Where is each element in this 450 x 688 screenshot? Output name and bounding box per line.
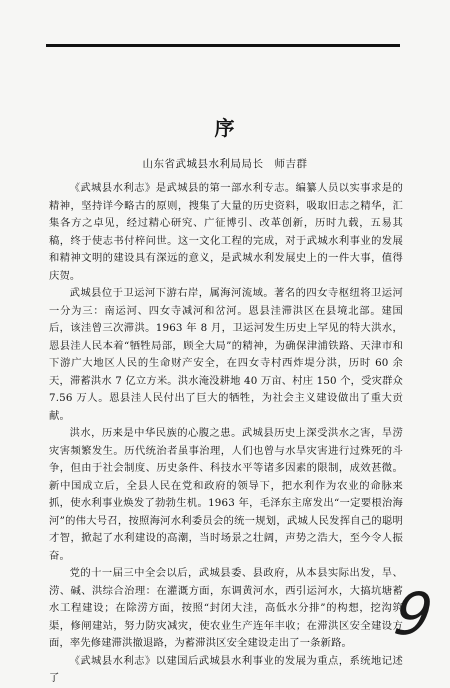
paragraph: 洪水，历来是中华民族的心腹之患。武城县历史上深受洪水之害，旱涝灾害频繁发生。历代统治者虽事治理，人们也曾与水旱灾害进行过殊死的斗争，但由于社会制度、历史条件、科技水平等诸多因素的限制，成效甚微。新中国成立后，全县人民在党和政府的领导下，把水利作为农业的命脉来抓，使水利事业焕发了勃勃生机。1963 年，毛泽东主席发出“一定要根治海河”的伟大号召，按照海河水利委员会的统一规划，武城人民发挥自己的聪明才智，掀起了水利建设的高潮，当时场景之壮阔，声势之浩大，至今令人振奋。 [49, 427, 403, 562]
paragraph: 《武城县水利志》是武城县的第一部水利专志。编纂人员以实事求是的精神，坚持详今略古的原则，搜集了大量的历史资料，吸取旧志之精华，汇集各方之卓见，经过精心研究、广征博引、改革创新，历时九载，五易其稿，终于使志书付梓问世。这一文化工程的完成，对于武城水利事业的发展和精神文明的建设具有深远的意义，是武城水利发展史上的一件大事，值得庆贺。 [49, 182, 403, 282]
header-rule [46, 44, 400, 47]
paragraph: 《武城县水利志》以建国后武城县水利事业的发展为重点，系统地记述了 [49, 654, 403, 684]
body-text [49, 180, 403, 688]
page-title: 序 [214, 116, 236, 140]
page-number: 9 [390, 580, 437, 648]
paragraph: 武城县位于卫运河下游右岸，属海河流域。著名的四女寺枢纽将卫运河一分为三：南运河、四女寺减河和岔河。恩县洼滞洪区在县境北部。建国后，该洼曾三次滞洪。1963 年 8 月，卫运河发生历史上罕见的特大洪水，恩县洼人民本着“牺牲局部，顾全大局”的精神，为确保津浦铁路、天津市和下游广大地区人民的生命财产安全，在四女寺村西炸堤分洪，历时 60 余天，滞蓄洪水 7 亿立方米。洪水淹没耕地 40 万亩、村庄 150 个，受灾群众 7.56 万人。恩县洼人民付出了巨大的牺牲，为社会主义建设做出了重大贡献。 [49, 287, 403, 422]
author-byline: 山东省武城县水利局局长 师吉群 [142, 158, 308, 170]
paragraph: 党的十一届三中全会以后，武城县委、县政府，从本县实际出发，旱、涝、碱、洪综合治理：在灌溉方面，东调黄河水，西引运河水，大搞坑塘蓄水工程建设；在除涝方面，按照“封闭大洼，高低水分排”的构想，挖沟筑渠，修闸建站，努力防灾减灾，使农业生产连年丰收；在滞洪区安全建设方面，率先修建滞洪撤退路，为蓄滞洪区安全建设走出了一条新路。 [49, 567, 403, 649]
